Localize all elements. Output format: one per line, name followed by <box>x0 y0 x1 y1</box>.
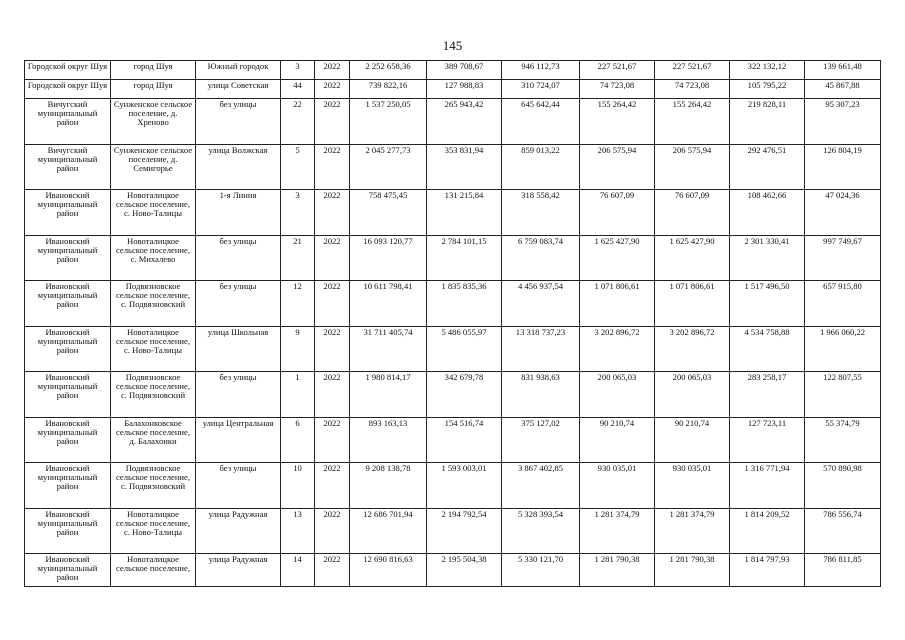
cell-settlement: Новоталицкое сельское поселение, с. Ново-Талицы <box>111 327 196 372</box>
cell-house-number: 1 <box>281 372 315 418</box>
cell-house-number: 22 <box>281 99 315 145</box>
table-row <box>25 372 881 418</box>
cell-value-3: 310 724,07 <box>502 80 580 99</box>
cell-value-7: 786 811,85 <box>805 554 881 587</box>
cell-total-cost: 10 611 798,41 <box>350 281 427 327</box>
cell-value-2: 1 835 835,36 <box>427 281 502 327</box>
cell-value-2: 154 516,74 <box>427 418 502 463</box>
cell-total-cost: 12 686 701,94 <box>350 509 427 554</box>
cell-year: 2022 <box>315 61 350 80</box>
cell-value-3: 645 642,44 <box>502 99 580 145</box>
cell-total-cost: 1 980 814,17 <box>350 372 427 418</box>
cell-value-7: 570 890,98 <box>805 463 881 509</box>
cell-street: Южный городок <box>196 61 281 80</box>
cell-value-7: 139 661,48 <box>805 61 881 80</box>
cell-municipality: Городской округ Шуя <box>25 80 111 99</box>
cell-total-cost: 2 045 277,73 <box>350 145 427 190</box>
cell-total-cost: 893 163,13 <box>350 418 427 463</box>
cell-value-2: 2 195 504,38 <box>427 554 502 587</box>
cell-value-5: 200 065,03 <box>655 372 730 418</box>
cell-value-5: 90 210,74 <box>655 418 730 463</box>
cell-municipality: Городской округ Шуя <box>25 61 111 80</box>
cell-settlement: Подвязновское сельское поселение, с. Подвязновский <box>111 281 196 327</box>
page-number: 145 <box>442 38 463 53</box>
table-row <box>25 61 881 80</box>
cell-year: 2022 <box>315 327 350 372</box>
cell-value-6: 283 258,17 <box>730 372 805 418</box>
cell-settlement: Сунженское сельское поселение, д. Хреново <box>111 99 196 145</box>
cell-street: улица Радужная <box>196 554 281 587</box>
cell-settlement: Подвязновское сельское поселение, с. Подвязновский <box>111 463 196 509</box>
table-body <box>25 61 881 587</box>
cell-street: улица Радужная <box>196 509 281 554</box>
cell-municipality: Ивановский муниципальный район <box>25 281 111 327</box>
cell-street: без улицы <box>196 372 281 418</box>
cell-value-5: 1 625 427,90 <box>655 236 730 281</box>
cell-municipality: Ивановский муниципальный район <box>25 372 111 418</box>
table-row <box>25 509 881 554</box>
cell-value-3: 4 456 937,54 <box>502 281 580 327</box>
cell-value-2: 131 215,84 <box>427 190 502 236</box>
cell-value-7: 95 307,23 <box>805 99 881 145</box>
cell-year: 2022 <box>315 236 350 281</box>
cell-total-cost: 9 208 138,78 <box>350 463 427 509</box>
cell-municipality: Ивановский муниципальный район <box>25 554 111 587</box>
cell-total-cost: 739 822,16 <box>350 80 427 99</box>
cell-value-5: 930 035,01 <box>655 463 730 509</box>
cell-house-number: 44 <box>281 80 315 99</box>
cell-value-7: 657 915,80 <box>805 281 881 327</box>
cell-street: улица Школьная <box>196 327 281 372</box>
cell-total-cost: 758 475,45 <box>350 190 427 236</box>
cell-year: 2022 <box>315 463 350 509</box>
cell-value-5: 76 607,09 <box>655 190 730 236</box>
cell-municipality: Ивановский муниципальный район <box>25 327 111 372</box>
cell-value-5: 155 264,42 <box>655 99 730 145</box>
cell-settlement: Новоталицкое сельское поселение, с. Михалево <box>111 236 196 281</box>
cell-value-5: 1 281 790,38 <box>655 554 730 587</box>
cell-value-4: 227 521,67 <box>580 61 655 80</box>
cell-settlement: Сунженское сельское поселение, д. Семигорье <box>111 145 196 190</box>
cell-value-4: 1 281 374,79 <box>580 509 655 554</box>
cell-house-number: 21 <box>281 236 315 281</box>
cell-value-6: 2 301 330,41 <box>730 236 805 281</box>
cell-value-5: 206 575,94 <box>655 145 730 190</box>
cell-value-3: 13 318 737,23 <box>502 327 580 372</box>
table-row <box>25 463 881 509</box>
cell-year: 2022 <box>315 418 350 463</box>
cell-value-2: 389 708,67 <box>427 61 502 80</box>
cell-value-6: 292 476,51 <box>730 145 805 190</box>
cell-value-6: 1 814 797,93 <box>730 554 805 587</box>
cell-value-7: 126 804,19 <box>805 145 881 190</box>
cell-value-6: 127 723,11 <box>730 418 805 463</box>
cell-house-number: 6 <box>281 418 315 463</box>
cell-settlement: Новоталицкое сельское поселение, с. Ново-Талицы <box>111 509 196 554</box>
cell-value-3: 5 330 121,70 <box>502 554 580 587</box>
table-row <box>25 554 881 587</box>
cell-value-3: 3 867 402,85 <box>502 463 580 509</box>
cell-value-2: 127 988,83 <box>427 80 502 99</box>
cell-street: 1-я Линия <box>196 190 281 236</box>
cell-settlement: город Шуя <box>111 61 196 80</box>
cell-settlement: Подвязновское сельское поселение, с. Подвязновский <box>111 372 196 418</box>
cell-year: 2022 <box>315 145 350 190</box>
cell-value-3: 375 127,02 <box>502 418 580 463</box>
cell-street: улица Центральная <box>196 418 281 463</box>
cell-street: без улицы <box>196 463 281 509</box>
cell-value-5: 227 521,67 <box>655 61 730 80</box>
cell-value-3: 831 938,63 <box>502 372 580 418</box>
cell-house-number: 12 <box>281 281 315 327</box>
cell-house-number: 5 <box>281 145 315 190</box>
cell-municipality: Ивановский муниципальный район <box>25 509 111 554</box>
cell-year: 2022 <box>315 372 350 418</box>
cell-year: 2022 <box>315 554 350 587</box>
cell-value-7: 45 867,88 <box>805 80 881 99</box>
cell-settlement: Новоталицкое сельское поселение, <box>111 554 196 587</box>
cell-year: 2022 <box>315 281 350 327</box>
cell-settlement: Новоталицкое сельское поселение, с. Ново-Талицы <box>111 190 196 236</box>
cell-value-6: 1 316 771,94 <box>730 463 805 509</box>
cell-value-6: 4 534 758,88 <box>730 327 805 372</box>
cell-total-cost: 12 690 816,63 <box>350 554 427 587</box>
table-row <box>25 80 881 99</box>
cell-street: без улицы <box>196 281 281 327</box>
cell-total-cost: 2 252 658,36 <box>350 61 427 80</box>
cell-value-3: 946 112,73 <box>502 61 580 80</box>
cell-year: 2022 <box>315 190 350 236</box>
cell-total-cost: 1 537 250,05 <box>350 99 427 145</box>
table-row <box>25 190 881 236</box>
cell-value-2: 2 784 101,15 <box>427 236 502 281</box>
cell-street: улица Волжская <box>196 145 281 190</box>
cell-value-2: 265 943,42 <box>427 99 502 145</box>
cell-municipality: Вичугский муниципальный район <box>25 145 111 190</box>
cell-value-6: 1 517 496,50 <box>730 281 805 327</box>
cell-house-number: 10 <box>281 463 315 509</box>
cell-value-7: 997 749,67 <box>805 236 881 281</box>
cell-value-4: 206 575,94 <box>580 145 655 190</box>
cell-value-4: 155 264,42 <box>580 99 655 145</box>
cell-value-4: 3 202 896,72 <box>580 327 655 372</box>
cell-house-number: 14 <box>281 554 315 587</box>
cell-value-3: 5 328 393,54 <box>502 509 580 554</box>
cell-value-6: 219 828,11 <box>730 99 805 145</box>
cell-value-7: 47 024,36 <box>805 190 881 236</box>
cell-settlement: Балахонковское сельское поселение, д. Балахонки <box>111 418 196 463</box>
cell-municipality: Вичугский муниципальный район <box>25 99 111 145</box>
table-row <box>25 327 881 372</box>
cell-value-2: 353 831,94 <box>427 145 502 190</box>
cell-house-number: 13 <box>281 509 315 554</box>
cell-municipality: Ивановский муниципальный район <box>25 236 111 281</box>
table-row <box>25 236 881 281</box>
cell-value-7: 55 374,79 <box>805 418 881 463</box>
cell-year: 2022 <box>315 99 350 145</box>
cell-value-4: 200 065,03 <box>580 372 655 418</box>
cell-street: без улицы <box>196 236 281 281</box>
cell-house-number: 9 <box>281 327 315 372</box>
cell-value-3: 6 759 083,74 <box>502 236 580 281</box>
cell-value-3: 859 013,22 <box>502 145 580 190</box>
cell-value-3: 318 558,42 <box>502 190 580 236</box>
cell-value-4: 74 723,08 <box>580 80 655 99</box>
cell-value-4: 76 607,09 <box>580 190 655 236</box>
cell-settlement: город Шуя <box>111 80 196 99</box>
table-row <box>25 145 881 190</box>
cell-year: 2022 <box>315 80 350 99</box>
cell-value-5: 1 071 806,61 <box>655 281 730 327</box>
cell-value-6: 322 132,12 <box>730 61 805 80</box>
table-row <box>25 99 881 145</box>
cell-value-7: 122 807,55 <box>805 372 881 418</box>
cell-value-2: 2 194 792,54 <box>427 509 502 554</box>
cell-value-4: 930 035,01 <box>580 463 655 509</box>
cell-value-7: 786 556,74 <box>805 509 881 554</box>
cell-street: улица Советская <box>196 80 281 99</box>
cell-municipality: Ивановский муниципальный район <box>25 463 111 509</box>
table-row <box>25 418 881 463</box>
cell-value-2: 5 486 055,97 <box>427 327 502 372</box>
cell-value-2: 1 593 003,01 <box>427 463 502 509</box>
cell-value-6: 1 814 209,52 <box>730 509 805 554</box>
cell-value-4: 1 071 806,61 <box>580 281 655 327</box>
cell-value-4: 1 281 790,38 <box>580 554 655 587</box>
cell-house-number: 3 <box>281 190 315 236</box>
cell-value-6: 105 795,22 <box>730 80 805 99</box>
cell-value-4: 1 625 427,90 <box>580 236 655 281</box>
cell-value-7: 1 966 060,22 <box>805 327 881 372</box>
cell-value-4: 90 210,74 <box>580 418 655 463</box>
cell-total-cost: 16 093 120,77 <box>350 236 427 281</box>
cell-municipality: Ивановский муниципальный район <box>25 190 111 236</box>
cell-house-number: 3 <box>281 61 315 80</box>
cell-value-6: 108 462,66 <box>730 190 805 236</box>
housing-repair-table <box>24 60 881 587</box>
cell-value-5: 3 202 896,72 <box>655 327 730 372</box>
cell-year: 2022 <box>315 509 350 554</box>
cell-value-5: 1 281 374,79 <box>655 509 730 554</box>
cell-total-cost: 31 711 405,74 <box>350 327 427 372</box>
cell-value-2: 342 679,78 <box>427 372 502 418</box>
cell-municipality: Ивановский муниципальный район <box>25 418 111 463</box>
cell-street: без улицы <box>196 99 281 145</box>
table-row <box>25 281 881 327</box>
cell-value-5: 74 723,08 <box>655 80 730 99</box>
